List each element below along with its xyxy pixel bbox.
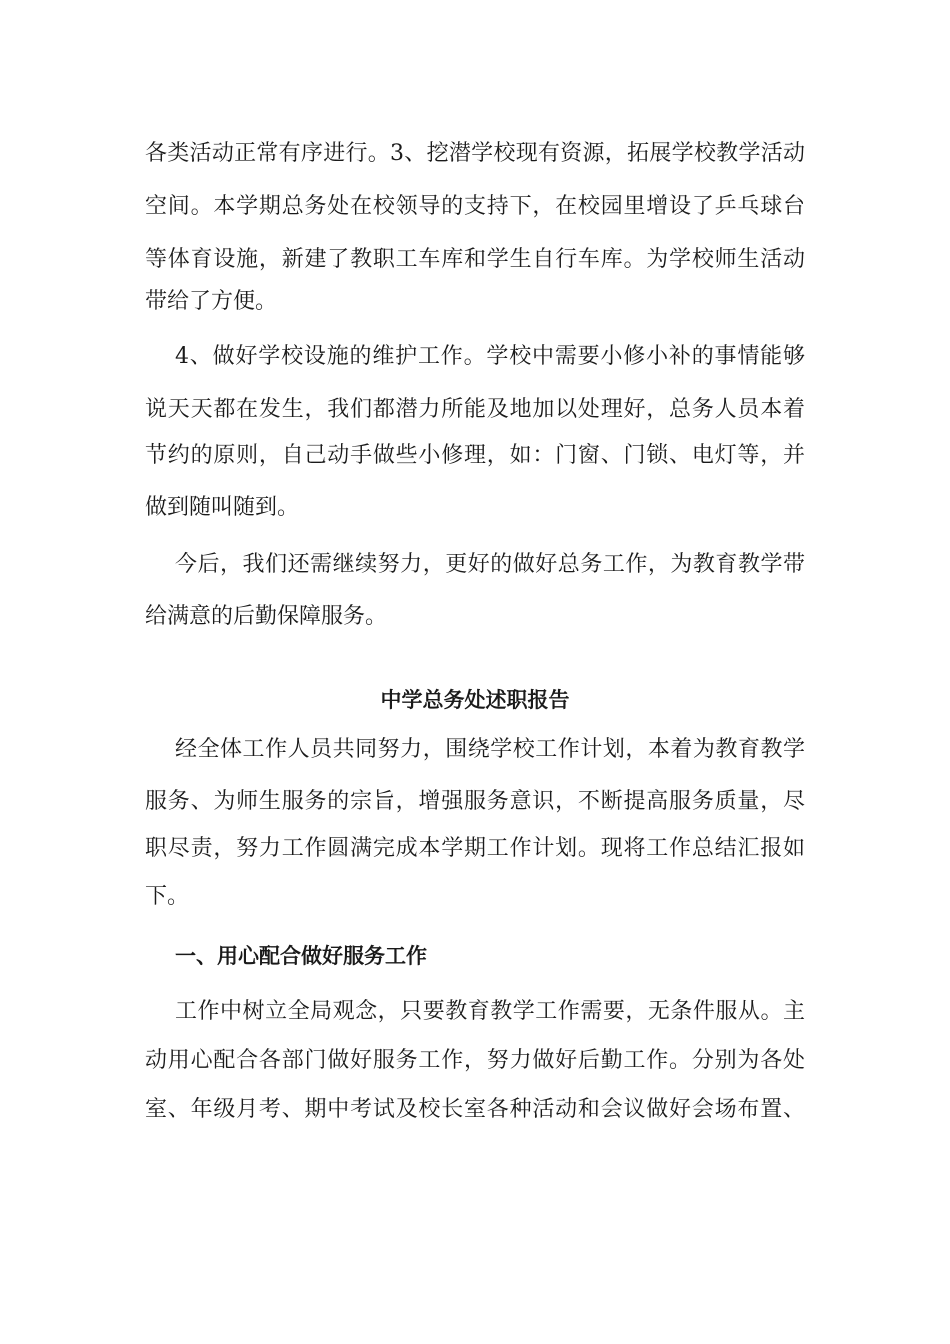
text-line: 服务、为师生服务的宗旨，增强服务意识，不断提高服务质量，尽 bbox=[145, 789, 805, 814]
text-line: 节约的原则，自己动手做些小修理，如：门窗、门锁、电灯等，并 bbox=[145, 443, 805, 468]
text-line: 职尽责，努力工作圆满完成本学期工作计划。现将工作总结汇报如 bbox=[145, 836, 805, 861]
text-line: 动用心配合各部门做好服务工作，努力做好后勤工作。分别为各处 bbox=[145, 1048, 805, 1073]
text-line: 下。 bbox=[145, 884, 190, 909]
text-line: 4、做好学校设施的维护工作。学校中需要小修小补的事情能够 bbox=[175, 344, 805, 369]
text-line: 等体育设施，新建了教职工车库和学生自行车库。为学校师生活动 bbox=[145, 247, 805, 272]
section-heading: 一、用心配合做好服务工作 bbox=[175, 943, 427, 968]
text-line: 带给了方便。 bbox=[145, 289, 278, 314]
text-line: 空间。本学期总务处在校领导的支持下，在校园里增设了乒乓球台 bbox=[145, 194, 805, 219]
text-line: 工作中树立全局观念，只要教育教学工作需要，无条件服从。主 bbox=[175, 999, 805, 1024]
text-line: 说天天都在发生，我们都潜力所能及地加以处理好，总务人员本着 bbox=[145, 397, 805, 422]
report-title: 中学总务处述职报告 bbox=[380, 687, 570, 712]
text-line: 给满意的后勤保障服务。 bbox=[145, 604, 388, 629]
text-line: 做到随叫随到。 bbox=[145, 495, 300, 520]
text-line: 今后，我们还需继续努力，更好的做好总务工作，为教育教学带 bbox=[175, 552, 805, 577]
text-line: 室、年级月考、期中考试及校长室各种活动和会议做好会场布置、 bbox=[145, 1097, 805, 1122]
text-line: 各类活动正常有序进行。3、挖潜学校现有资源，拓展学校教学活动 bbox=[145, 141, 805, 166]
text-line: 经全体工作人员共同努力，围绕学校工作计划，本着为教育教学 bbox=[175, 737, 805, 762]
